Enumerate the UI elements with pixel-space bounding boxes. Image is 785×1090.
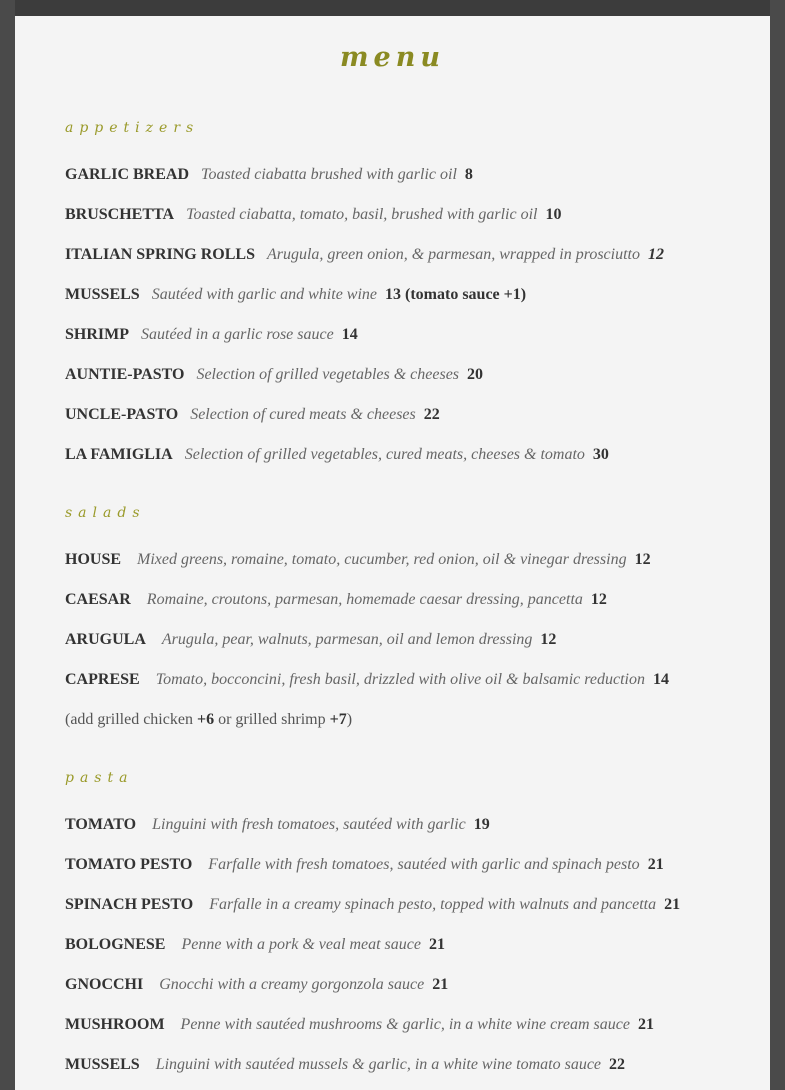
item-price: 21 [647, 856, 664, 873]
menu-item [65, 286, 526, 304]
item-name: AUNTIE-PASTO [65, 366, 185, 383]
item-name: ITALIAN SPRING ROLLS [65, 246, 255, 263]
item-name: MUSHROOM [65, 1016, 165, 1033]
item-name: TOMATO PESTO [65, 856, 193, 873]
menu-item [65, 366, 483, 384]
item-name: TOMATO [65, 816, 137, 833]
item-price: 12 [540, 631, 557, 648]
item-description: Arugula, pear, walnuts, parmesan, oil and lemon dressing [161, 631, 533, 648]
item-description: Farfalle in a creamy spinach pesto, topped with walnuts and pancetta [209, 896, 657, 913]
item-price: 8 [464, 166, 473, 183]
item-name: MUSSELS [65, 286, 140, 303]
item-price: 21 [637, 1016, 654, 1033]
item-description: Sautéed in a garlic rose sauce [141, 326, 334, 343]
note-text: ) [346, 711, 353, 728]
item-price: 21 [664, 896, 681, 913]
menu-item [65, 631, 556, 649]
menu-item [65, 816, 490, 834]
item-description: Tomato, bocconcini, fresh basil, drizzled with olive oil & balsamic reduction [155, 671, 645, 688]
item-description: Selection of grilled vegetables & cheeses [196, 366, 460, 383]
item-price: 21 [432, 976, 449, 993]
item-description: Gnocchi with a creamy gorgonzola sauce [159, 976, 425, 993]
menu-item [65, 1016, 654, 1034]
menu-item [65, 166, 473, 184]
menu-item [65, 976, 448, 994]
item-price: 12 [634, 551, 651, 568]
section-title-pasta: pasta [65, 770, 134, 786]
item-description: Arugula, green onion, & parmesan, wrapped in prosciutto [266, 246, 640, 263]
item-price: 12 [648, 246, 664, 263]
item-name: CAESAR [65, 591, 131, 608]
item-description: Romaine, croutons, parmesan, homemade caesar dressing, pancetta [146, 591, 583, 608]
item-description: Linguini with sautéed mussels & garlic, in a white wine tomato sauce [155, 1056, 602, 1073]
item-description: Farfalle with fresh tomatoes, sautéed with garlic and spinach pesto [208, 856, 640, 873]
item-price: 14 [341, 326, 358, 343]
menu-item [65, 206, 562, 224]
page-title: menu [339, 42, 445, 73]
menu-item [65, 246, 664, 264]
menu-item [65, 1056, 625, 1074]
item-price: 19 [473, 816, 490, 833]
item-price: 21 [428, 936, 445, 953]
item-description: Toasted ciabatta, tomato, basil, brushed with garlic oil [186, 206, 538, 223]
item-name: LA FAMIGLIA [65, 446, 173, 463]
section-title-salads: salads [65, 505, 146, 521]
note-text: or grilled shrimp [214, 711, 330, 728]
item-description: Toasted ciabatta brushed with garlic oil [201, 166, 457, 183]
item-price: 30 [592, 446, 609, 463]
item-description: Linguini with fresh tomatoes, sautéed with garlic [152, 816, 466, 833]
top-bar [15, 0, 770, 16]
menu-item [65, 326, 358, 344]
item-price: 14 [653, 671, 669, 688]
item-name: BOLOGNESE [65, 936, 166, 953]
item-description: Sautéed with garlic and white wine [151, 286, 378, 303]
item-price: 22 [423, 406, 440, 423]
item-name: CAPRESE [65, 671, 140, 688]
item-name: HOUSE [65, 551, 122, 568]
section-title-appetizers: appetizers [65, 120, 200, 136]
menu-item [65, 551, 651, 569]
menu-item [65, 671, 669, 689]
item-price: 12 [590, 591, 607, 608]
item-name: GNOCCHI [65, 976, 144, 993]
item-price: 10 [545, 206, 562, 223]
menu-item [65, 856, 664, 874]
item-name: UNCLE-PASTO [65, 406, 179, 423]
item-description: Mixed greens, romaine, tomato, cucumber, red onion, oil & vinegar dressing [137, 551, 627, 568]
item-name: SPINACH PESTO [65, 896, 194, 913]
item-name: BRUSCHETTA [65, 206, 175, 223]
item-price: 20 [467, 366, 484, 383]
note-text: (add grilled chicken [65, 711, 197, 728]
item-name: SHRIMP [65, 326, 129, 343]
item-description: Selection of cured meats & cheeses [190, 406, 416, 423]
addon-price-shrimp: +7 [329, 711, 347, 728]
item-description: Penne with sautéed mushrooms & garlic, in a white wine cream sauce [180, 1016, 630, 1033]
item-description: Selection of grilled vegetables, cured meats, cheeses & tomato [184, 446, 585, 463]
menu-item [65, 936, 445, 954]
menu-item [65, 896, 680, 914]
menu-item [65, 446, 609, 464]
item-name: GARLIC BREAD [65, 166, 190, 183]
item-name: MUSSELS [65, 1056, 140, 1073]
menu-item [65, 406, 440, 424]
item-price: 22 [609, 1056, 626, 1073]
item-description: Penne with a pork & veal meat sauce [181, 936, 421, 953]
menu-item [65, 591, 607, 609]
item-name: ARUGULA [65, 631, 146, 648]
salad-addon-note [65, 711, 352, 729]
item-price: 13 (tomato sauce +1) [385, 286, 527, 303]
addon-price-chicken: +6 [196, 711, 215, 728]
menu-panel [15, 16, 770, 1090]
